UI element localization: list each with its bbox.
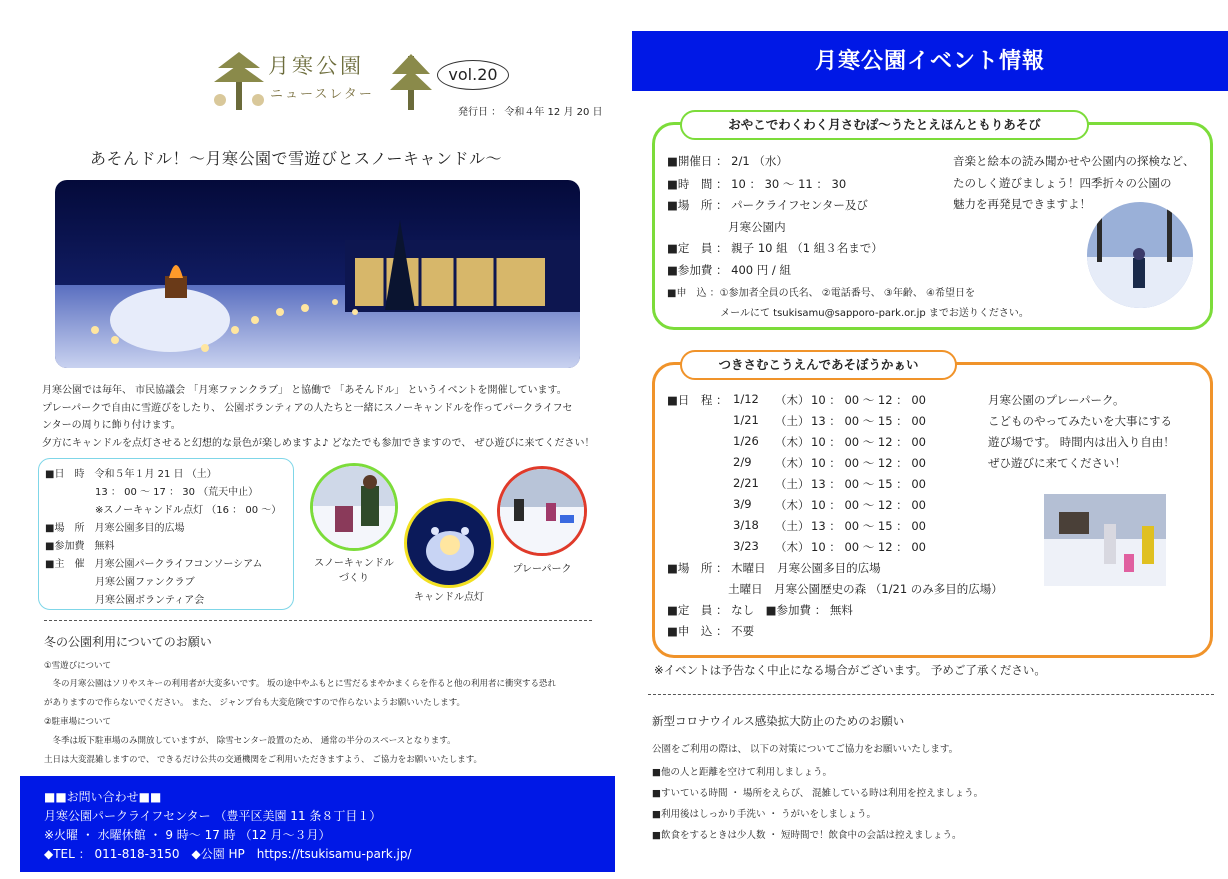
- schedule-time: 10 ： 00 ～ 12 ： 00: [811, 540, 926, 554]
- event2-description: ぜひ遊びに来てください！: [988, 456, 1126, 470]
- contact-address: 月寒公園パークライフセンター （豊平区美園 11 条８丁目１）: [44, 809, 382, 823]
- info-organizer-2: 月寒公園ファンクラブ: [45, 577, 195, 588]
- schedule-day: （木）: [775, 435, 810, 449]
- page-headline: あそんドル！～月寒公園で雪遊びとスノーキャンドル～: [90, 149, 503, 168]
- info-place: ■場 所 月寒公園多目的広場: [45, 523, 185, 534]
- info-time: 13 ： 00 ～ 17 ： 30 （荒天中止）: [45, 487, 259, 498]
- contact-heading: ■■お問い合わせ■■: [44, 790, 162, 804]
- event1-place: ■場 所 ： パークライフセンター及び: [667, 198, 868, 212]
- event1-description: たのしく遊びましょう！四季折々の公園の: [953, 176, 1172, 190]
- event2-place-2: 土曜日 月寒公園歴史の森 （1/21 のみ多目的広場）: [667, 582, 1003, 596]
- contact-tel-url: ◆TEL ： 011-818-3150 ◆公園 HP https://tsukisamu-park.jp/: [44, 847, 412, 861]
- schedule-time: 13 ： 00 ～ 15 ： 00: [811, 519, 926, 533]
- event1-place-2: 月寒公園内: [667, 220, 786, 234]
- intro-line: 月寒公園では毎年、 市民協議会 「月寒ファンクラブ」 と協働で 「あそんドル」 というイベントを開催しています。: [42, 385, 567, 396]
- event1-fee: ■参加費 ： 400 円 / 組: [667, 263, 791, 277]
- event1-description: 魅力を再発見できますよ！: [953, 197, 1091, 211]
- logo-title: 月寒公園: [268, 54, 364, 78]
- logo-subtitle: ニュースレター: [270, 87, 374, 102]
- schedule-time: 13 ： 00 ～ 15 ： 00: [811, 414, 926, 428]
- info-datetime: ■日 時 令和５年１月 21 日 （土）: [45, 469, 217, 480]
- winter-line: 土日は大変混雑しますので、 できるだけ公共の交通機関をご利用いただきますよう、 ご協力をお願いいたします。: [44, 755, 483, 765]
- corona-item: ■他の人と距離を空けて利用しましょう。: [652, 767, 832, 778]
- schedule-day: （土）: [775, 414, 810, 428]
- winter-line: ①雪遊びについて: [44, 661, 111, 671]
- corona-title: 新型コロナウイルス感染拡大防止のためのお願い: [652, 714, 905, 728]
- schedule-date: 1/26: [733, 434, 759, 448]
- corona-item: ■利用後はしっかり手洗い ・ うがいをしましょう。: [652, 809, 877, 820]
- issue-date: 発行日 ： 令和４年 12 月 20 日: [458, 107, 603, 118]
- event1-capacity: ■定 員 ： 親子 10 組 （1 組３名まで）: [667, 241, 883, 255]
- schedule-time: 10 ： 00 ～ 12 ： 00: [811, 456, 926, 470]
- winter-line: 冬の月寒公園はソリやスキーの利用者が大変多いです。 坂の途中やふもとに雪だるまやかまくらを作ると他の利用者に衝突する恐れ: [44, 679, 557, 689]
- event2-description: こどものやってみたいを大事にする: [988, 414, 1172, 428]
- schedule-day: （木）: [775, 393, 810, 407]
- event1-apply: ■申 込 ：①参加者全員の氏名、 ②電話番号、 ③年齢、 ④希望日を: [667, 288, 976, 299]
- schedule-date: 3/9: [733, 497, 752, 511]
- event2-place: ■場 所 ： 木曜日 月寒公園多目的広場: [667, 561, 881, 575]
- event1-description: 音楽と絵本の読み聞かせや公園内の探検など、: [953, 154, 1195, 168]
- schedule-date: 1/21: [733, 413, 759, 427]
- schedule-time: 10 ： 00 ～ 12 ： 00: [811, 498, 926, 512]
- event-notice: ※イベントは予告なく中止になる場合がございます。 予めご了承ください。: [654, 663, 1046, 677]
- winter-line: がありますので作らないでください。 また、 ジャンプ台も大変危険ですので作らないようお願いいたします。: [44, 698, 466, 708]
- asondoru-info-box: [38, 458, 294, 610]
- event1-forest-photo: [1087, 202, 1193, 308]
- corona-item: ■飲食をするときは少人数 ・ 短時間で！飲食中の会話は控えましょう。: [652, 830, 962, 841]
- divider: [44, 620, 592, 621]
- volume-badge: vol.20: [437, 60, 509, 90]
- winter-line: 冬季は坂下駐車場のみ開放していますが、 除雪センター設置のため、 通常の半分のスペースとなります。: [44, 736, 456, 746]
- event1-title: おやこでわくわく月さむぽ～うたとえほんともりあそび: [680, 110, 1089, 140]
- caption-snow-candle: スノーキャンドル づくり: [314, 558, 394, 584]
- event1-time: ■時 間 ： 10 ： 30 ～ 11 ： 30: [667, 177, 847, 191]
- event2-title: つきさむこうえんであそぼうかぁい: [680, 350, 957, 380]
- event2-apply: ■申 込 ： 不要: [667, 624, 755, 638]
- schedule-time: 13 ： 00 ～ 15 ： 00: [811, 477, 926, 491]
- tree-icon: [388, 50, 434, 112]
- corona-item: ■すいている時間 ・ 場所をえらび、 混雑している時は利用を控えましょう。: [652, 788, 984, 799]
- intro-line: 夕方にキャンドルを点灯させると幻想的な景色が楽しめますよ♪ どなたでも参加できますので、 ぜひ遊びに来てください！: [42, 437, 595, 449]
- event2-schedule-label: ■日 程 ：: [667, 393, 728, 407]
- snow-candle-making-photo: [310, 463, 398, 551]
- winter-title: 冬の公園利用についてのお願い: [44, 635, 212, 649]
- corona-intro: 公園をご利用の際は、 以下の対策についてご協力をお願いいたします。: [652, 744, 959, 755]
- schedule-date: 3/18: [733, 518, 759, 532]
- schedule-day: （土）: [775, 519, 810, 533]
- info-fee: ■参加費 無料: [45, 541, 115, 552]
- schedule-time: 10 ： 00 ～ 12 ： 00: [811, 393, 926, 407]
- snow-candle-night-photo: [55, 180, 580, 368]
- tree-icon: [210, 48, 270, 112]
- winter-line: ②駐車場について: [44, 717, 111, 727]
- event-info-banner: 月寒公園イベント情報: [632, 31, 1228, 91]
- schedule-day: （木）: [775, 456, 810, 470]
- info-organizer: ■主 催 月寒公園パークライフコンソーシアム: [45, 559, 263, 570]
- schedule-day: （木）: [775, 498, 810, 512]
- schedule-time: 10 ： 00 ～ 12 ： 00: [811, 435, 926, 449]
- intro-line: プレーパークで自由に雪遊びをしたり、 公園ボランティアの人たちと一緒にスノーキャンドルを作ってパークライフセ: [42, 402, 573, 414]
- caption-play-park: プレーパーク: [512, 564, 572, 575]
- contact-hours: ※火曜 ・ 水曜休館 ・ 9 時～ 17 時 （12 月～３月）: [44, 828, 331, 842]
- play-park-photo: [497, 466, 587, 556]
- schedule-date: 1/12: [733, 392, 759, 406]
- contact-box: [20, 776, 615, 872]
- event1-date: ■開催日 ： 2/1 （水）: [667, 154, 788, 168]
- schedule-date: 2/21: [733, 476, 759, 490]
- intro-line: ンターの周りに飾り付けます。: [42, 420, 181, 431]
- divider: [648, 694, 1214, 695]
- info-organizer-3: 月寒公園ボランティア会: [45, 595, 205, 606]
- event2-description: 遊び場です。 時間内は出入り自由！: [988, 435, 1175, 449]
- event2-description: 月寒公園のプレーパーク。: [988, 393, 1125, 407]
- candle-lighting-photo: [404, 498, 494, 588]
- event2-play-photo: [1044, 494, 1166, 586]
- newsletter-logo: [210, 48, 435, 112]
- schedule-date: 3/23: [733, 539, 759, 553]
- schedule-day: （土）: [775, 477, 810, 491]
- event1-apply-email: メールにて tsukisamu@sapporo-park.or.jp までお送りください。: [667, 308, 1029, 319]
- schedule-date: 2/9: [733, 455, 752, 469]
- caption-candle-lighting: キャンドル点灯: [414, 592, 484, 603]
- schedule-day: （木）: [775, 540, 810, 554]
- info-candle-time: ※スノーキャンドル点灯 （16 ： 00 ～）: [45, 505, 282, 516]
- event2-capacity-fee: ■定 員 ： なし ■参加費 ： 無料: [667, 603, 853, 617]
- intro-paragraph: [42, 382, 602, 452]
